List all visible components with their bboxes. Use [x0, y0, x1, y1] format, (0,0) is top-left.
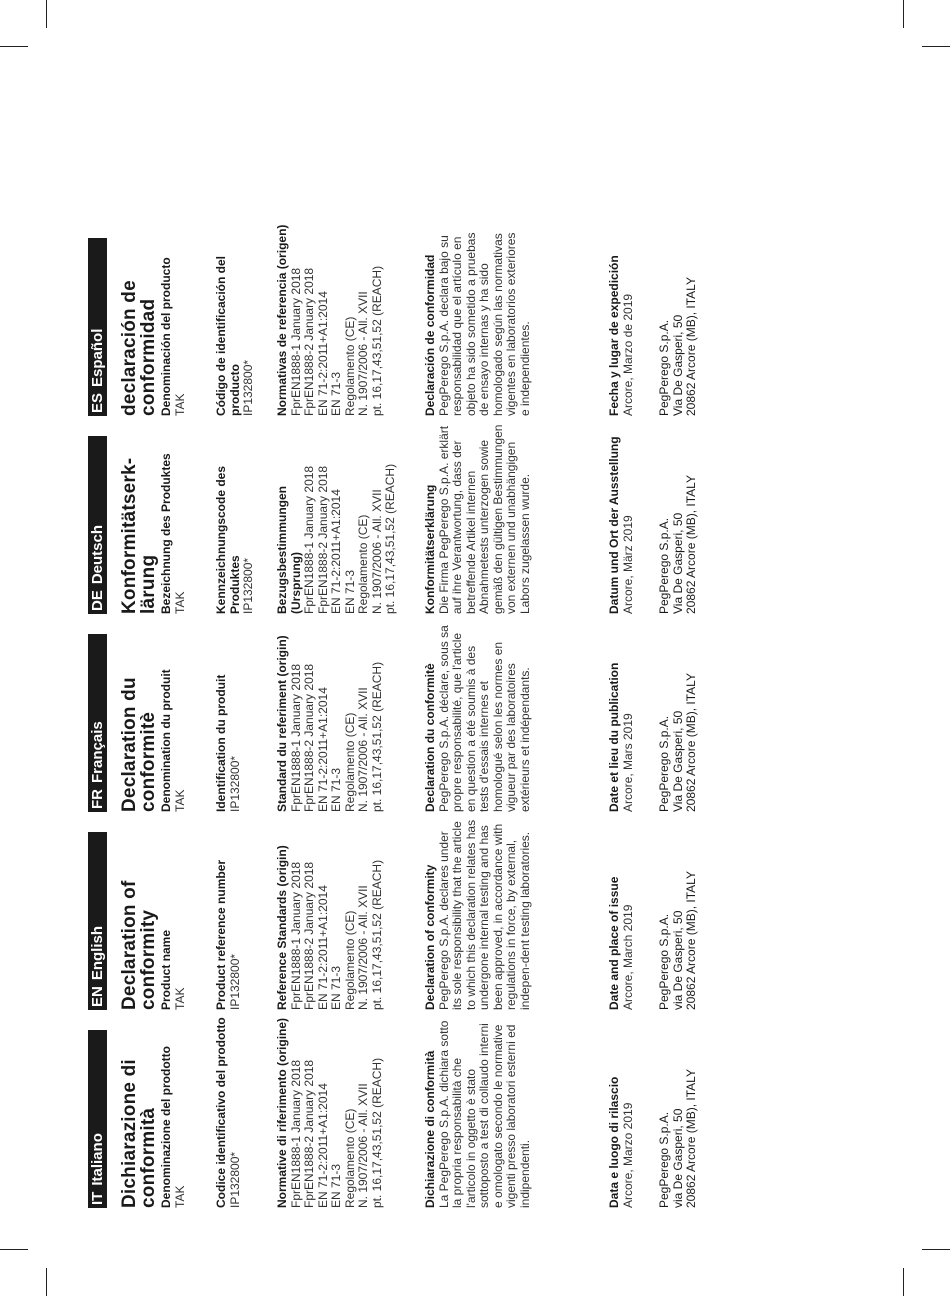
- standard-line: EN 71-3: [329, 965, 343, 1010]
- address-line: PegPerego S.p.A.: [657, 517, 671, 614]
- address-line: PegPerego S.p.A.: [657, 1111, 671, 1208]
- standards-label: Normative di riferimento (origine): [275, 1017, 289, 1208]
- product-name-block: [160, 818, 187, 1010]
- issue-date-label: Date and place of issue: [607, 876, 621, 1010]
- standards-list: [290, 620, 385, 812]
- standard-line: FprEN1888-1 January 2018: [288, 267, 303, 416]
- company-address: [658, 620, 699, 812]
- product-name-block: [160, 1016, 187, 1208]
- declaration-block: [424, 818, 532, 1010]
- standards-list: [290, 224, 385, 416]
- company-address: [658, 224, 699, 416]
- issue-date-block: [608, 620, 635, 812]
- issue-date-value: Arcore, Marzo 2019: [620, 1102, 635, 1208]
- issue-date-block: [608, 224, 635, 416]
- product-code-block: [215, 1016, 242, 1208]
- issue-date-value: Arcore, Marzo de 2019: [620, 293, 635, 416]
- standard-line: EN 71-3: [342, 569, 357, 614]
- standard-line: EN 71-2:2011+A1:2014: [315, 687, 330, 812]
- address-line: via De Gasperi, 50: [670, 1108, 685, 1208]
- product-name-value: TAK: [172, 789, 187, 812]
- standard-line: N. 1907/2006 - All. XVII: [356, 885, 370, 1010]
- standard-line: Regolamento (CE): [342, 1108, 357, 1208]
- address-line: Via De Gasperi, 50: [670, 314, 685, 416]
- product-code-value: IP132800*: [227, 953, 242, 1010]
- product-code-value: IP132800*: [241, 557, 255, 614]
- standard-line: Regolamento (CE): [342, 910, 357, 1010]
- declaration-text: Die Firma PegPerego S.p.A. erklärt auf ihre Verantwortung, dass der betreffende Artikel internen Abnahmetests unterzogen sowie gemäß den gültigen Bestimmungen von externen und unabhängigen Labors zugelassen wurde.: [436, 424, 532, 614]
- standard-line: pt. 16,17,43,51,52 (REACH): [383, 463, 397, 614]
- standard-line: pt. 16,17,43,51,52 (REACH): [369, 661, 384, 812]
- standard-line: N. 1907/2006 - All. XVII: [356, 291, 370, 416]
- product-code-value: IP132800*: [241, 359, 255, 416]
- standards-list: [290, 818, 385, 1010]
- standard-line: N. 1907/2006 - All. XVII: [369, 489, 384, 614]
- language-name: Français: [89, 721, 106, 783]
- language-name: Español: [89, 328, 106, 387]
- address-line: 20862 Arcore (MB), ITALY: [684, 673, 698, 812]
- standard-line: EN 71-2:2011+A1:2014: [329, 489, 343, 614]
- product-code-block: [215, 422, 256, 614]
- language-header: [88, 238, 107, 416]
- product-code-value: IP132800*: [227, 1151, 242, 1208]
- declaration-block: [424, 1016, 532, 1208]
- issue-date-label: Data e luogo di rilascio: [607, 1076, 621, 1208]
- declaration-label: Konformitätserklärung: [423, 484, 437, 614]
- issue-date-block: [608, 422, 635, 614]
- product-name-label: Denominación del producto: [159, 257, 173, 416]
- standard-line: EN 71-2:2011+A1:2014: [315, 291, 330, 416]
- address-line: via De Gasperi, 50: [670, 910, 685, 1010]
- declaration-block: [424, 620, 532, 812]
- issue-date-value: Arcore, March 2019: [620, 904, 635, 1010]
- standards-label: Normativas de referencia (origen): [275, 224, 289, 416]
- product-name-label: Denomination du produit: [159, 669, 173, 812]
- address-line: Via De Gasperi, 50: [670, 710, 685, 812]
- language-code: ES: [89, 392, 106, 413]
- standard-line: EN 71-3: [329, 767, 343, 812]
- standard-line: EN 71-2:2011+A1:2014: [315, 1083, 330, 1208]
- declaration-text: PegPerego S.p.A. declares under its sole responsibility that the article to which this declaration relates has undergone internal testing and has been approved, in accordance with regulations in force, by external, indepen-dent testing laboratories.: [436, 819, 532, 1010]
- language-header: [88, 1030, 107, 1208]
- standard-line: FprEN1888-1 January 2018: [288, 861, 303, 1010]
- standard-line: FprEN1888-1 January 2018: [302, 465, 316, 614]
- product-name-label: Bezeichnung des Produktes: [159, 453, 173, 614]
- standards-block: [276, 224, 384, 416]
- product-code-block: [215, 224, 256, 416]
- product-name-label: Product name: [159, 929, 173, 1010]
- standard-line: FprEN1888-2 January 2018: [302, 663, 316, 812]
- standard-line: FprEN1888-2 January 2018: [315, 465, 330, 614]
- standard-line: N. 1907/2006 - All. XVII: [356, 687, 370, 812]
- product-name-block: [160, 620, 187, 812]
- standard-line: EN 71-2:2011+A1:2014: [315, 885, 330, 1010]
- declaration-label: Declaration of conformity: [423, 864, 437, 1010]
- document-title: Declaration of conformity: [119, 880, 159, 1010]
- product-name-value: TAK: [172, 393, 187, 416]
- company-address: [658, 1016, 699, 1208]
- standards-label: Bezugsbestimmungen (Ursprung): [275, 485, 303, 614]
- company-address: [658, 422, 699, 614]
- standards-list: [303, 422, 398, 614]
- declaration-block: [424, 224, 532, 416]
- language-header: [88, 634, 107, 812]
- product-code-block: [215, 818, 242, 1010]
- language-code: IT: [89, 1191, 106, 1205]
- standard-line: N. 1907/2006 - All. XVII: [356, 1083, 370, 1208]
- standard-line: pt. 16,17,43,51,52 (REACH): [369, 265, 384, 416]
- declaration-text: PegPerego S.p.A. déclare, sous sa propre responsabilité, que l'article en question a été soumis à des tests d'essais internes et homologué selon les normes en vigueur par des laboratoires extérieurs et indépendants.: [436, 625, 532, 812]
- standards-label: Standard du referiment (origin): [275, 635, 289, 812]
- address-line: PegPerego S.p.A.: [657, 319, 671, 416]
- standard-line: Regolamento (CE): [342, 316, 357, 416]
- standards-block: [276, 422, 398, 614]
- standard-line: FprEN1888-1 January 2018: [288, 663, 303, 812]
- language-header: [88, 832, 107, 1010]
- product-code-label: Identification du produit: [214, 674, 228, 812]
- language-code: DE: [89, 590, 106, 611]
- issue-date-label: Fecha y lugar de expedición: [607, 255, 621, 416]
- language-name: Italiano: [89, 1133, 106, 1186]
- address-line: 20862 Arcore (MB), ITALY: [684, 1069, 698, 1208]
- language-header: [88, 436, 107, 614]
- product-code-label: Código de identificación del producto: [214, 255, 242, 416]
- standard-line: EN 71-3: [329, 1163, 343, 1208]
- standards-block: [276, 1016, 384, 1208]
- issue-date-label: Datum und Ort der Ausstellung: [607, 436, 621, 614]
- standard-line: FprEN1888-1 January 2018: [288, 1059, 303, 1208]
- issue-date-block: [608, 1016, 635, 1208]
- document-title: Dichiarazione di conformità: [119, 1059, 159, 1208]
- standards-block: [276, 620, 384, 812]
- address-line: Via De Gasperi, 50: [670, 512, 685, 614]
- document-title: Konformitätserk-lärung: [119, 457, 159, 614]
- language-code: FR: [89, 789, 106, 809]
- product-code-label: Product reference number: [214, 859, 228, 1010]
- address-line: 20862 Arcore (MB), ITALY: [684, 475, 698, 614]
- declaration-text: La PegPerego S.p.A. dichiara sotto la propria responsabilità che l'articolo in oggetto è stato sottoposto a test di collaudo interni e omologato secondo le normative vigenti presso laboratori esterni ed indipendenti.: [436, 1020, 532, 1208]
- issue-date-block: [608, 818, 635, 1010]
- product-name-block: [160, 422, 187, 614]
- issue-date-label: Date et lieu du publication: [607, 662, 621, 812]
- product-code-label: Codice identificativo del prodotto: [214, 1017, 228, 1208]
- declaration-text: PegPerego S.p.A. declara bajo su responsabilidad que el artículo en objeto ha sido sometido a pruebas de ensayo internas y ha sido homologado según las normativas vigentes en laboratorios exteriores e independientes.: [436, 232, 532, 416]
- standards-list: [290, 1016, 385, 1208]
- standard-line: Regolamento (CE): [356, 514, 370, 614]
- product-code-label: Kennzeichnungscode des Produktes: [214, 465, 242, 614]
- standards-label: Reference Standards (origin): [275, 845, 289, 1010]
- standard-line: EN 71-3: [329, 371, 343, 416]
- product-name-value: TAK: [172, 591, 187, 614]
- declaration-label: Declaración de conformidad: [423, 254, 437, 416]
- language-name: English: [89, 925, 106, 981]
- declaration-block: [424, 422, 532, 614]
- standard-line: pt. 16,17,43,51,52 (REACH): [369, 1057, 384, 1208]
- standard-line: FprEN1888-2 January 2018: [302, 861, 316, 1010]
- declaration-label: Declaration du conformitè: [423, 663, 437, 812]
- standards-block: [276, 818, 384, 1010]
- product-name-block: [160, 224, 187, 416]
- company-address: [658, 818, 699, 1010]
- address-line: 20862 Arcore (MB), ITALY: [684, 277, 698, 416]
- issue-date-value: Arcore, Mars 2019: [620, 713, 635, 812]
- issue-date-value: Arcore, März 2019: [620, 515, 635, 614]
- declaration-label: Dichiarazione di conformità: [423, 1050, 437, 1208]
- standard-line: FprEN1888-2 January 2018: [302, 267, 316, 416]
- document-title: declaración de conformidad: [119, 280, 159, 416]
- product-name-value: TAK: [172, 987, 187, 1010]
- address-line: PegPerego S.p.A.: [657, 715, 671, 812]
- product-code-block: [215, 620, 242, 812]
- product-code-value: IP132800*: [227, 755, 242, 812]
- address-line: 20862 Arcore (MB), ITALY: [684, 871, 698, 1010]
- product-name-value: TAK: [172, 1185, 187, 1208]
- language-code: EN: [89, 986, 106, 1007]
- standard-line: FprEN1888-2 January 2018: [302, 1059, 316, 1208]
- document-title: Declaration du conformitè: [119, 677, 159, 812]
- address-line: PegPerego S.p.A.: [657, 913, 671, 1010]
- standard-line: Regolamento (CE): [342, 712, 357, 812]
- standard-line: pt. 16,17,43,51,52 (REACH): [369, 859, 384, 1010]
- language-name: Deutsch: [89, 524, 106, 585]
- product-name-label: Denominazione del prodotto: [159, 1046, 173, 1208]
